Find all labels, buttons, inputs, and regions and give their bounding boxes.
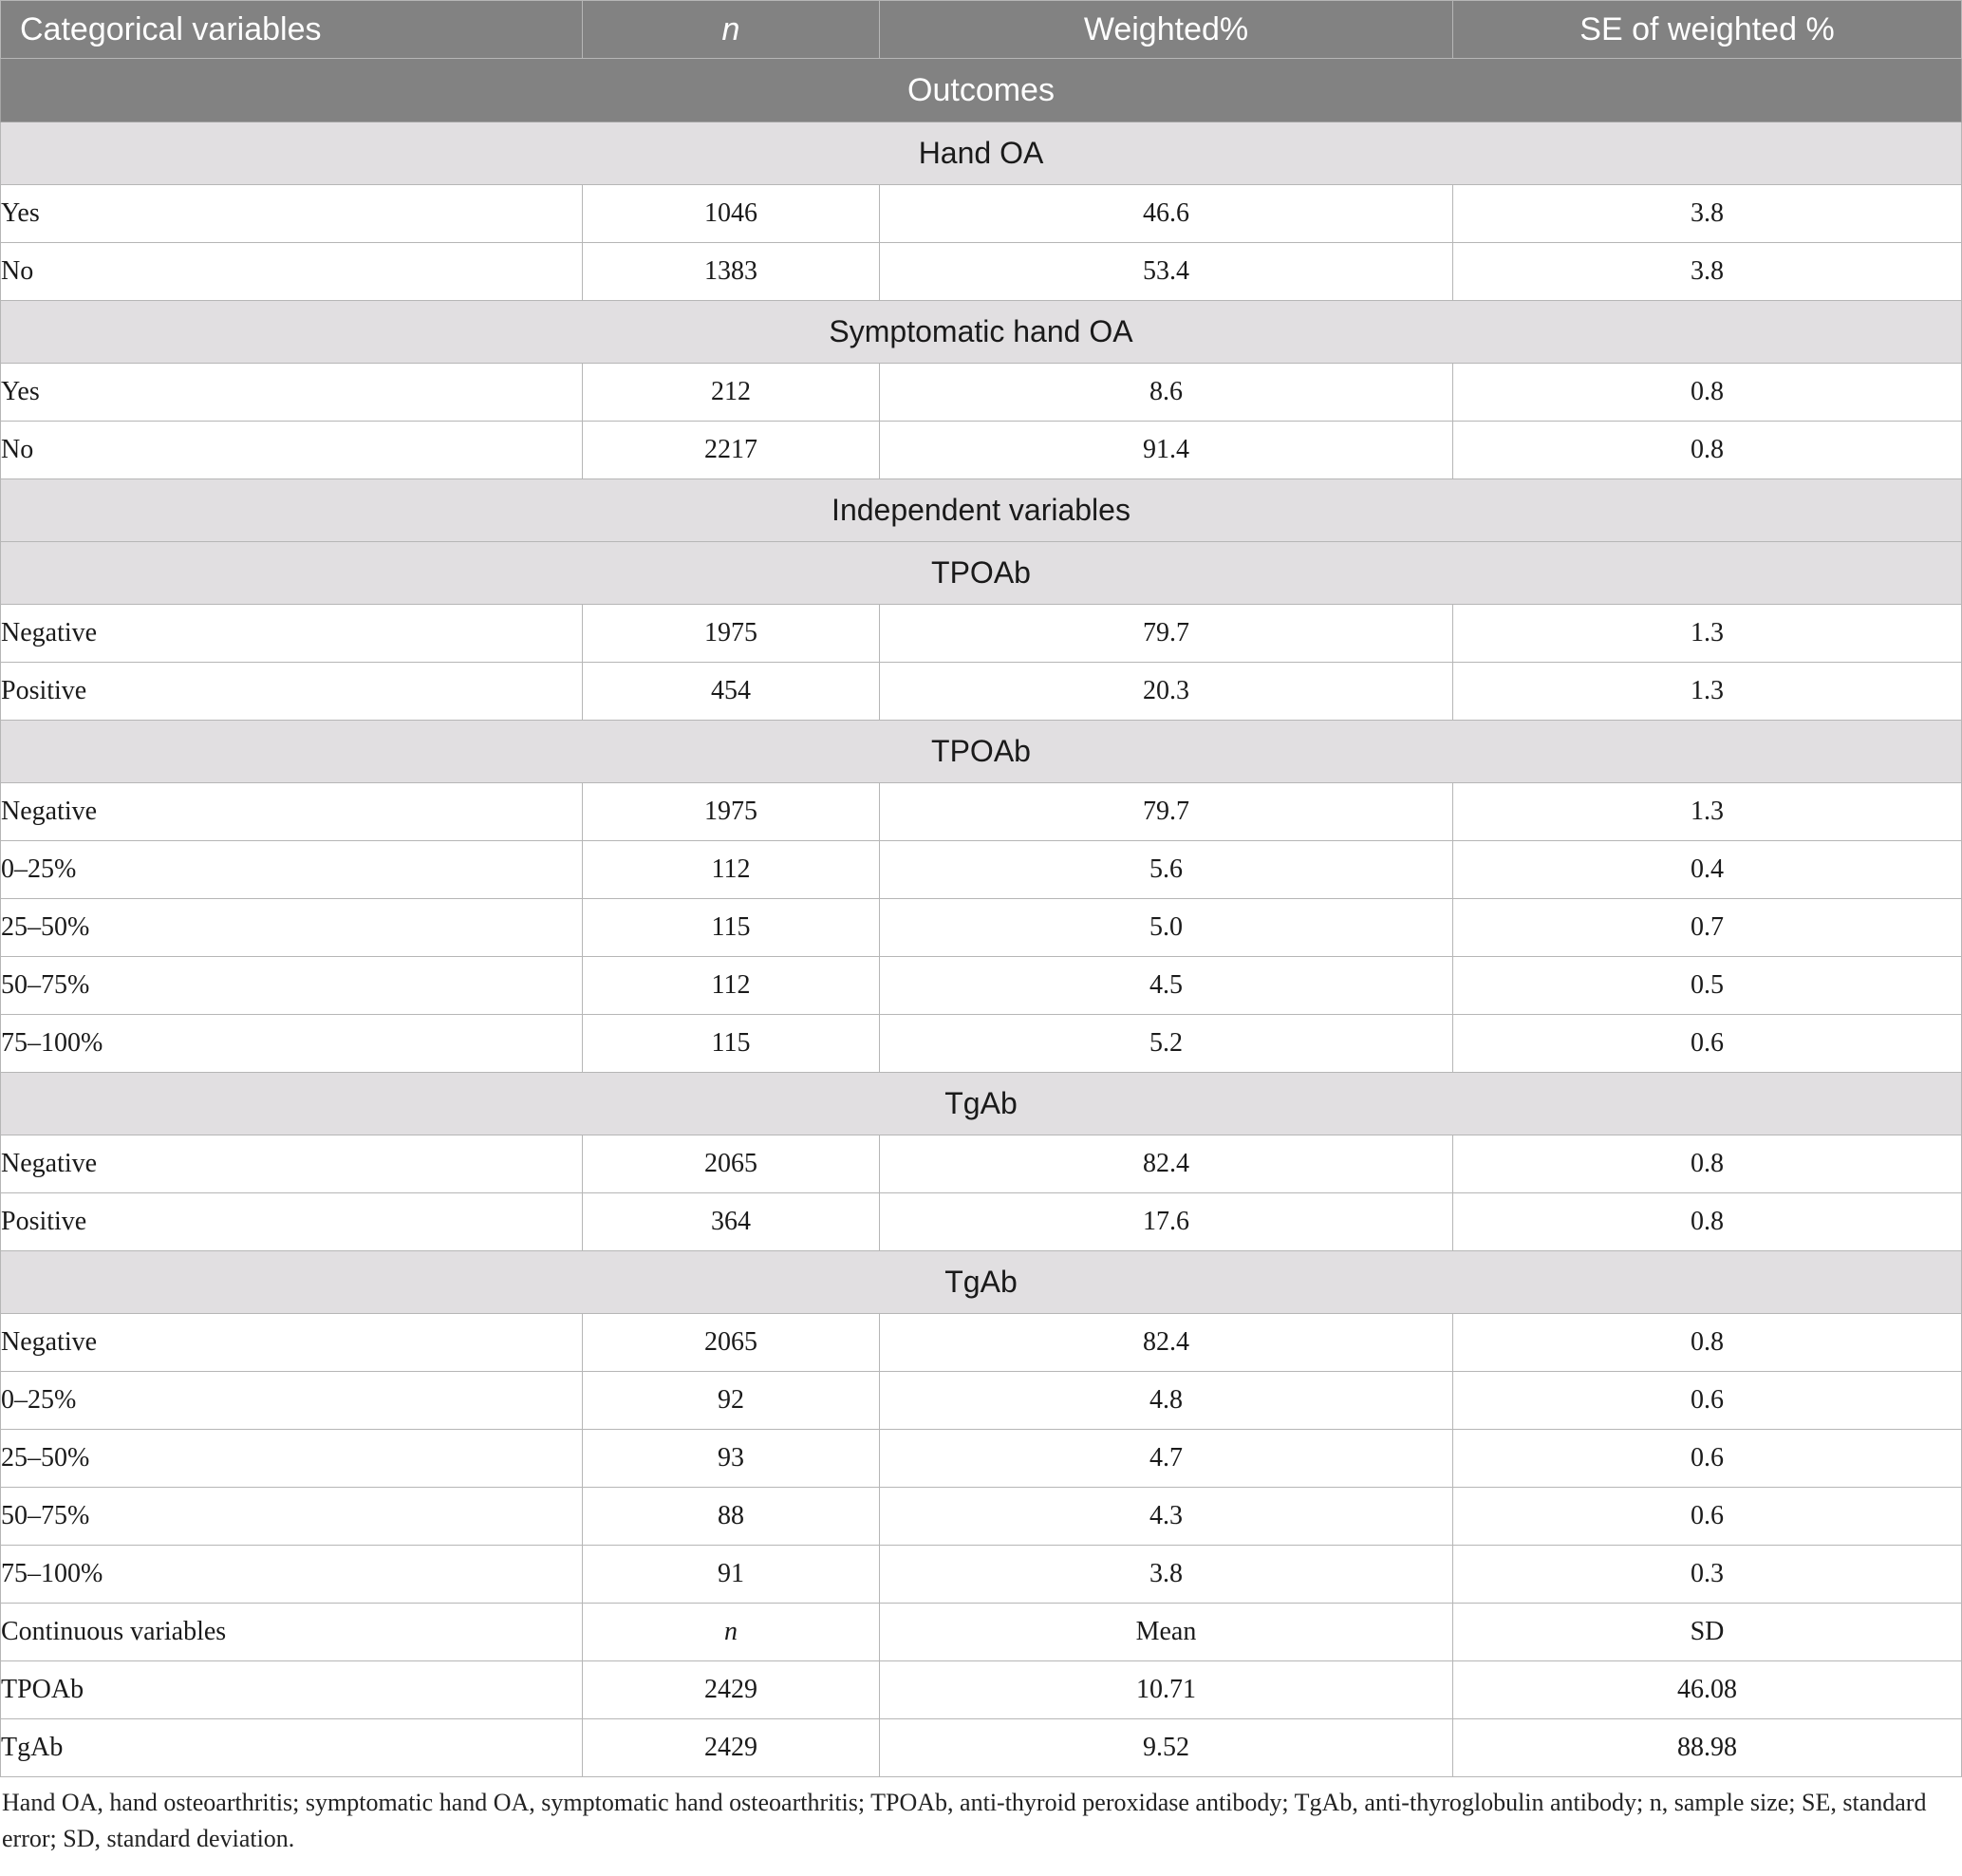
cell-se: 0.4 [1453, 841, 1962, 899]
cell-weighted: 4.5 [880, 957, 1453, 1015]
row-label: 75–100% [1, 1546, 583, 1604]
cell-se: 0.8 [1453, 1314, 1962, 1372]
cell-se: 0.8 [1453, 1193, 1962, 1251]
table-row [1, 243, 1962, 301]
cell-n: 91 [583, 1546, 880, 1604]
cell-sd: 46.08 [1453, 1661, 1962, 1719]
subgroup-title: TgAb [1, 1251, 1962, 1314]
cell-se: 1.3 [1453, 783, 1962, 841]
row-label: No [1, 243, 583, 301]
row-label: 25–50% [1, 1430, 583, 1488]
row-label: Negative [1, 1314, 583, 1372]
cell-se: 0.6 [1453, 1015, 1962, 1073]
cell-se: 0.6 [1453, 1488, 1962, 1546]
cell-weighted: 82.4 [880, 1314, 1453, 1372]
cell-n: 212 [583, 364, 880, 422]
subgroup-row-hand-oa [1, 122, 1962, 185]
cell-n: 112 [583, 841, 880, 899]
header-se-weighted-percent: SE of weighted % [1453, 1, 1962, 59]
cell-weighted: 53.4 [880, 243, 1453, 301]
cell-n: 2429 [583, 1661, 880, 1719]
cell-weighted: 91.4 [880, 422, 1453, 479]
cell-n: 112 [583, 957, 880, 1015]
cell-n: 92 [583, 1372, 880, 1430]
table-row [1, 1430, 1962, 1488]
table-header-row [1, 1, 1962, 59]
cell-weighted: 4.3 [880, 1488, 1453, 1546]
cell-sd: 88.98 [1453, 1719, 1962, 1777]
table-row [1, 185, 1962, 243]
row-label: Negative [1, 783, 583, 841]
cell-weighted: 82.4 [880, 1135, 1453, 1193]
row-label: Negative [1, 1135, 583, 1193]
row-label: 50–75% [1, 1488, 583, 1546]
cell-se: 0.3 [1453, 1546, 1962, 1604]
table-row [1, 663, 1962, 721]
table-row [1, 1314, 1962, 1372]
cell-se: 1.3 [1453, 605, 1962, 663]
cell-mean: 9.52 [880, 1719, 1453, 1777]
subgroup-row-symptomatic-hand-oa [1, 301, 1962, 364]
cell-n: 1975 [583, 605, 880, 663]
cell-weighted: 79.7 [880, 783, 1453, 841]
continuous-header-sd: SD [1453, 1604, 1962, 1661]
cell-se: 0.8 [1453, 422, 1962, 479]
row-label: Yes [1, 185, 583, 243]
cell-weighted: 5.2 [880, 1015, 1453, 1073]
subgroup-title: TgAb [1, 1073, 1962, 1135]
subgroup-row-tpoab-quartiles [1, 721, 1962, 783]
cell-se: 3.8 [1453, 185, 1962, 243]
subgroup-row-tgab-binary [1, 1073, 1962, 1135]
section-row-independent-variables [1, 479, 1962, 542]
section-title-outcomes: Outcomes [1, 59, 1962, 122]
cell-mean: 10.71 [880, 1661, 1453, 1719]
cell-se: 0.7 [1453, 899, 1962, 957]
row-label: TPOAb [1, 1661, 583, 1719]
table-row [1, 783, 1962, 841]
continuous-header-mean: Mean [880, 1604, 1453, 1661]
table-row [1, 364, 1962, 422]
cell-n: 2065 [583, 1135, 880, 1193]
cell-se: 1.3 [1453, 663, 1962, 721]
subgroup-row-tpoab-binary [1, 542, 1962, 605]
cell-n: 1046 [583, 185, 880, 243]
table-row [1, 841, 1962, 899]
table-row [1, 1372, 1962, 1430]
cell-n: 1383 [583, 243, 880, 301]
continuous-variables-label: Continuous variables [1, 1604, 583, 1661]
cell-n: 454 [583, 663, 880, 721]
continuous-header-n: n [583, 1604, 880, 1661]
header-categorical-variables: Categorical variables [1, 1, 583, 59]
cell-n: 2217 [583, 422, 880, 479]
continuous-header-row [1, 1604, 1962, 1661]
cell-se: 3.8 [1453, 243, 1962, 301]
cell-weighted: 79.7 [880, 605, 1453, 663]
subgroup-title: Hand OA [1, 122, 1962, 185]
cell-weighted: 4.7 [880, 1430, 1453, 1488]
row-label: No [1, 422, 583, 479]
cell-weighted: 17.6 [880, 1193, 1453, 1251]
row-label: 0–25% [1, 841, 583, 899]
table-row [1, 1015, 1962, 1073]
cell-se: 0.6 [1453, 1372, 1962, 1430]
cell-n: 364 [583, 1193, 880, 1251]
row-label: Negative [1, 605, 583, 663]
cell-weighted: 46.6 [880, 185, 1453, 243]
row-label: Yes [1, 364, 583, 422]
table-row [1, 1488, 1962, 1546]
table-row [1, 605, 1962, 663]
cell-n: 115 [583, 899, 880, 957]
row-label: Positive [1, 663, 583, 721]
row-label: 25–50% [1, 899, 583, 957]
row-label: 0–25% [1, 1372, 583, 1430]
header-n: n [583, 1, 880, 59]
cell-n: 115 [583, 1015, 880, 1073]
row-label: Positive [1, 1193, 583, 1251]
cell-weighted: 4.8 [880, 1372, 1453, 1430]
cell-se: 0.8 [1453, 1135, 1962, 1193]
table-row [1, 957, 1962, 1015]
table-row [1, 1546, 1962, 1604]
subgroup-title: Symptomatic hand OA [1, 301, 1962, 364]
cell-weighted: 3.8 [880, 1546, 1453, 1604]
table-row [1, 1719, 1962, 1777]
row-label: 50–75% [1, 957, 583, 1015]
section-title-independent: Independent variables [1, 479, 1962, 542]
cell-se: 0.6 [1453, 1430, 1962, 1488]
cell-n: 1975 [583, 783, 880, 841]
cell-weighted: 20.3 [880, 663, 1453, 721]
table-row [1, 1193, 1962, 1251]
section-row-outcomes [1, 59, 1962, 122]
cell-weighted: 8.6 [880, 364, 1453, 422]
table-row [1, 899, 1962, 957]
table-row [1, 422, 1962, 479]
cell-se: 0.5 [1453, 957, 1962, 1015]
cell-se: 0.8 [1453, 364, 1962, 422]
cell-weighted: 5.6 [880, 841, 1453, 899]
cell-n: 2429 [583, 1719, 880, 1777]
header-weighted-percent: Weighted% [880, 1, 1453, 59]
subgroup-title: TPOAb [1, 542, 1962, 605]
table-footnote: Hand OA, hand osteoarthritis; symptomatic hand OA, symptomatic hand osteoarthritis; TPOAb, anti-thyroid peroxidase antibody; TgAb, anti-thyroglobulin antibody; n, sample size; SE, standard error; SD, standard deviation. [2, 1789, 1927, 1852]
table-row [1, 1661, 1962, 1719]
cell-weighted: 5.0 [880, 899, 1453, 957]
row-label: 75–100% [1, 1015, 583, 1073]
table-row [1, 1135, 1962, 1193]
cell-n: 2065 [583, 1314, 880, 1372]
cell-n: 93 [583, 1430, 880, 1488]
row-label: TgAb [1, 1719, 583, 1777]
subgroup-title: TPOAb [1, 721, 1962, 783]
cell-n: 88 [583, 1488, 880, 1546]
subgroup-row-tgab-quartiles [1, 1251, 1962, 1314]
